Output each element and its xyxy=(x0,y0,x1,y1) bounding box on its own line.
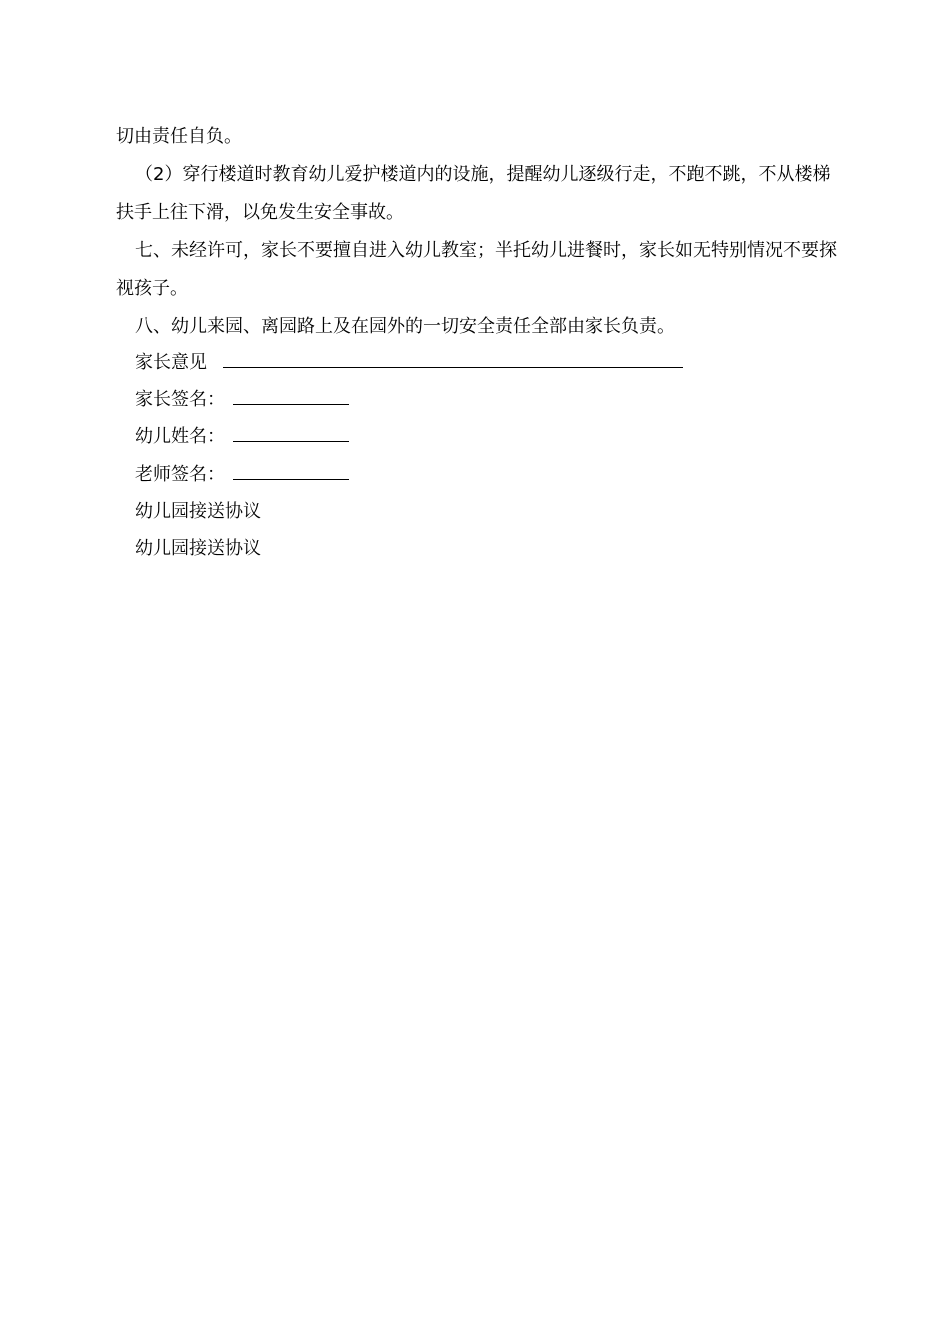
title-repeat-2: 幼儿园接送协议 xyxy=(135,538,261,559)
item-7-paragraph: 七、未经许可，家长不要擅自进入幼儿教室；半托幼儿进餐时，家长如无特别情况不要探视孩子。 xyxy=(116,240,837,299)
teacher-signature-line xyxy=(135,456,349,494)
title-repeat-1: 幼儿园接送协议 xyxy=(135,501,261,522)
item-8-paragraph: 八、幼儿来园、离园路上及在园外的一切安全责任全部由家长负责。 xyxy=(135,316,675,337)
child-name-blank xyxy=(233,419,349,442)
parent-signature-line xyxy=(135,381,349,419)
parent-opinion-blank xyxy=(223,345,683,368)
child-name-label: 幼儿姓名： xyxy=(135,426,225,447)
item-2-paragraph: （2）穿行楼道时教育幼儿爱护楼道内的设施，提醒幼儿逐级行走，不跑不跳，不从楼梯扶手上往下滑，以免发生安全事故。 xyxy=(116,164,831,223)
child-name-line xyxy=(135,418,349,456)
parent-opinion-line xyxy=(135,344,683,382)
parent-signature-blank xyxy=(233,382,349,405)
teacher-signature-blank xyxy=(233,457,349,480)
continuation-text: 切由责任自负。 xyxy=(116,126,242,147)
parent-signature-label: 家长签名： xyxy=(135,389,225,410)
teacher-signature-label: 老师签名： xyxy=(135,464,225,485)
parent-opinion-label: 家长意见 xyxy=(135,352,207,373)
